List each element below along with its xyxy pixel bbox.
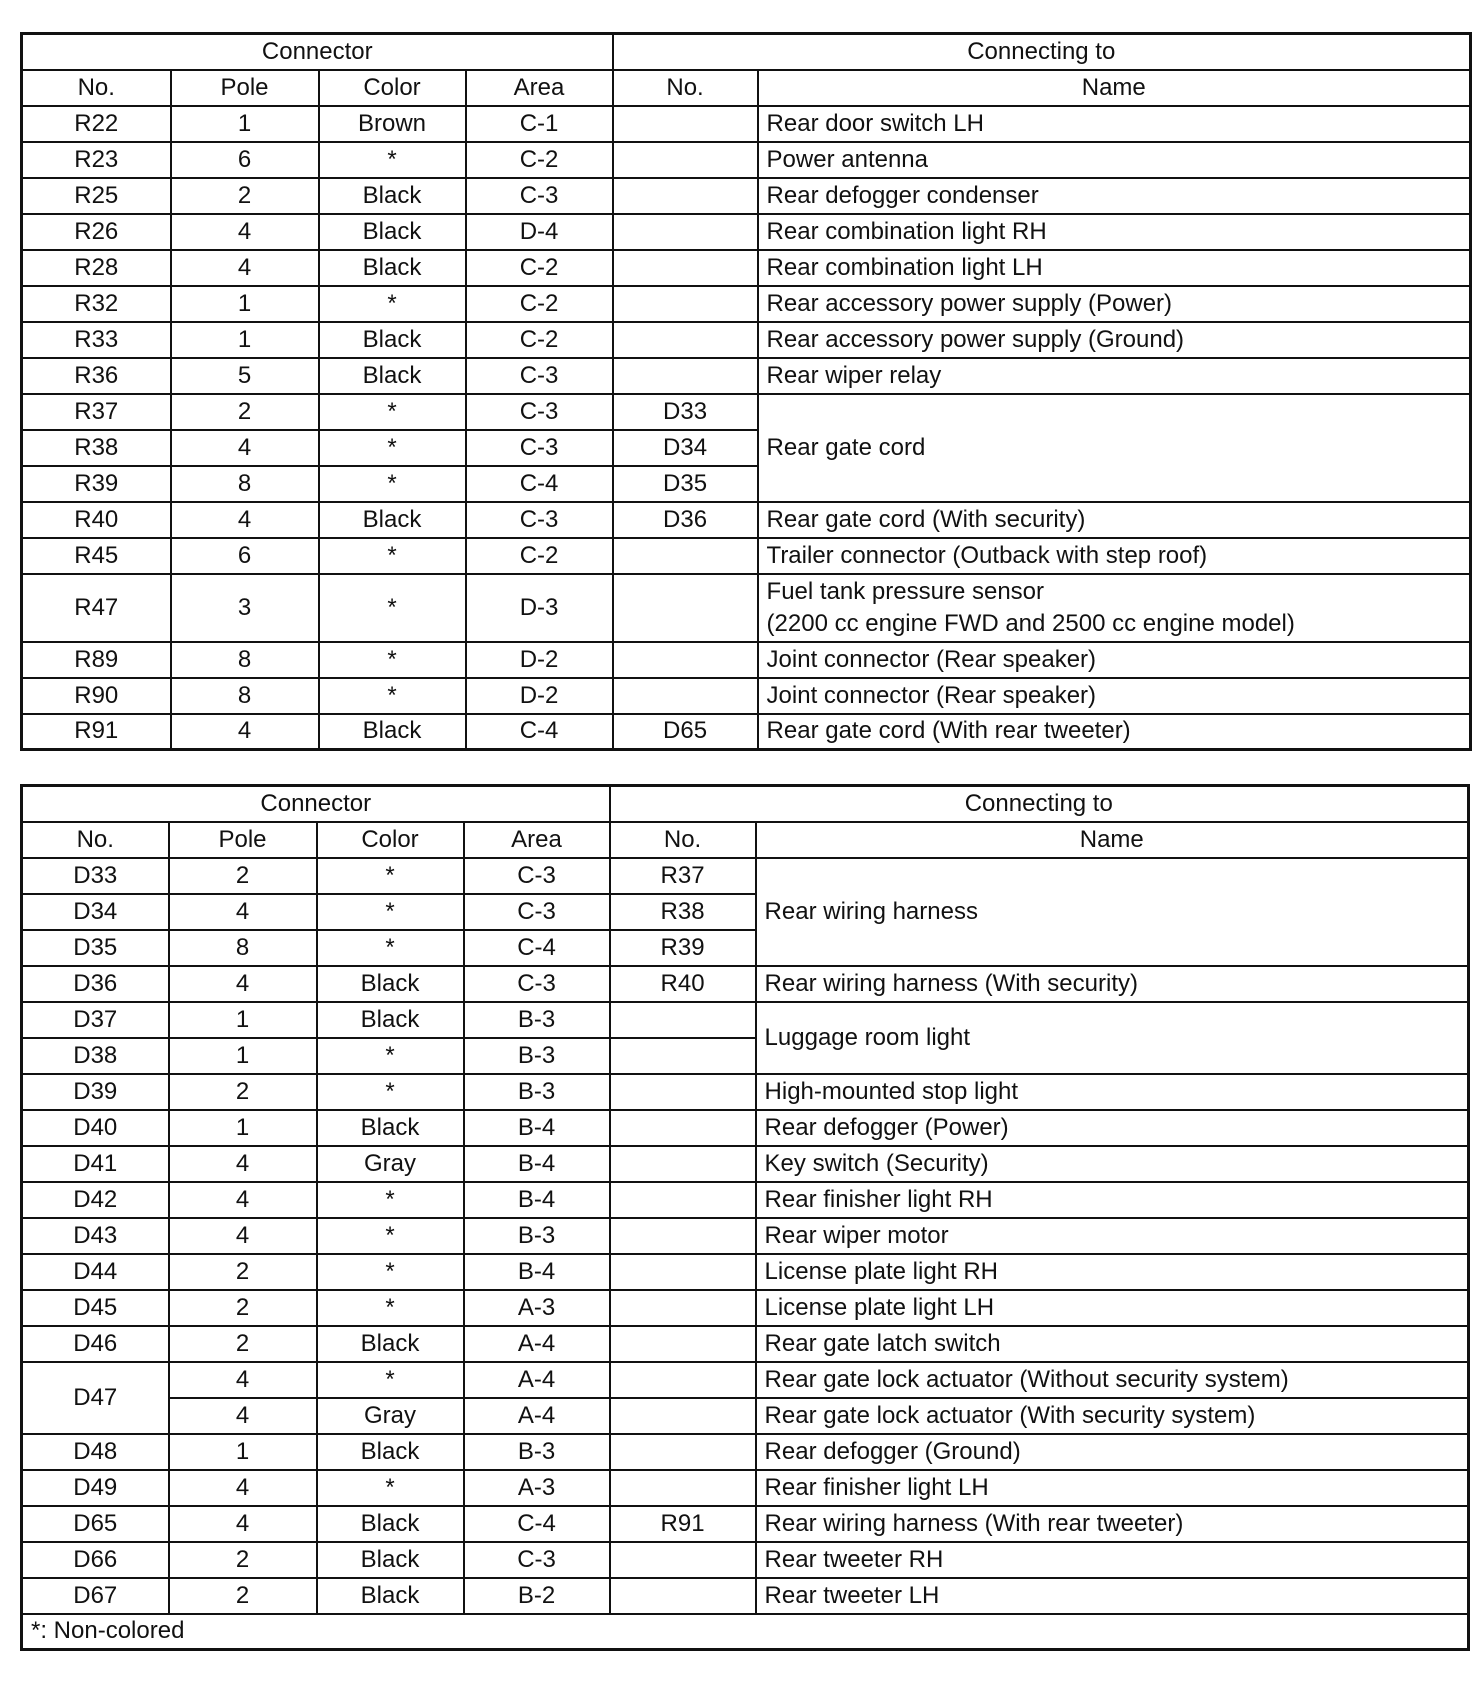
area: C-4 (464, 1506, 610, 1542)
area: B-3 (464, 1074, 610, 1110)
pole: 4 (171, 430, 319, 466)
connector-no: D49 (22, 1470, 169, 1506)
connector-no: R22 (22, 106, 171, 142)
color: * (319, 430, 466, 466)
table-column-header-row (22, 70, 1471, 106)
connector-no: R38 (22, 430, 171, 466)
column-header-area: Area (464, 822, 610, 858)
pole: 2 (171, 394, 319, 430)
area: C-2 (466, 142, 613, 178)
pole: 4 (169, 894, 317, 930)
table-row (22, 358, 1471, 394)
connecting-no (613, 538, 758, 574)
color: * (317, 1254, 464, 1290)
area: C-3 (466, 430, 613, 466)
table-row (22, 1002, 1469, 1038)
area: C-3 (466, 394, 613, 430)
table-row (22, 1218, 1469, 1254)
connector-no: D66 (22, 1542, 169, 1578)
color: Black (319, 214, 466, 250)
table-row (22, 538, 1471, 574)
area: C-3 (464, 894, 610, 930)
color: Black (319, 178, 466, 214)
connecting-no (610, 1038, 756, 1074)
connector-no: D36 (22, 966, 169, 1002)
connector-no: D41 (22, 1146, 169, 1182)
area: D-2 (466, 642, 613, 678)
connecting-no (613, 678, 758, 714)
pole: 4 (169, 1470, 317, 1506)
pole: 2 (169, 1290, 317, 1326)
connector-no: D45 (22, 1290, 169, 1326)
connector-no: R39 (22, 466, 171, 502)
color: * (319, 678, 466, 714)
pole: 6 (171, 538, 319, 574)
color: * (317, 1362, 464, 1398)
column-header-no: No. (22, 822, 169, 858)
connecting-no (610, 1254, 756, 1290)
table-row (22, 1434, 1469, 1470)
area: C-3 (464, 966, 610, 1002)
pole: 4 (169, 966, 317, 1002)
connecting-no (610, 1218, 756, 1254)
area: C-3 (466, 358, 613, 394)
table-row (22, 1578, 1469, 1614)
connecting-name: Rear wiper relay (758, 358, 1471, 394)
color: Black (319, 358, 466, 394)
area: D-2 (466, 678, 613, 714)
connecting-no (610, 1074, 756, 1110)
connecting-name: Rear tweeter RH (756, 1542, 1469, 1578)
color: * (317, 1470, 464, 1506)
color: Black (317, 1434, 464, 1470)
connector-no: R91 (22, 714, 171, 750)
table-row (22, 1506, 1469, 1542)
connecting-name: Trailer connector (Outback with step roof) (758, 538, 1471, 574)
color: Black (317, 1002, 464, 1038)
area: B-3 (464, 1434, 610, 1470)
connector-no: R89 (22, 642, 171, 678)
pole: 2 (169, 858, 317, 894)
connecting-name: Key switch (Security) (756, 1146, 1469, 1182)
table-row (22, 1398, 1469, 1434)
connecting-no (610, 1002, 756, 1038)
connecting-name: Rear wiring harness (With security) (756, 966, 1469, 1002)
table-row (22, 286, 1471, 322)
connecting-no (610, 1434, 756, 1470)
connecting-no (610, 1326, 756, 1362)
color: * (317, 1182, 464, 1218)
pole: 1 (171, 286, 319, 322)
connector-header: Connector (22, 34, 613, 70)
connecting-name: Rear gate cord (758, 394, 1471, 502)
column-header-connecting-no: No. (610, 822, 756, 858)
connecting-no: R40 (610, 966, 756, 1002)
connecting-name: Rear gate lock actuator (Without security system) (756, 1362, 1469, 1398)
area: C-1 (466, 106, 613, 142)
connecting-no (610, 1290, 756, 1326)
connecting-no: D35 (613, 466, 758, 502)
color: Black (317, 1326, 464, 1362)
footnote-row (22, 1614, 1469, 1650)
pole: 1 (169, 1110, 317, 1146)
connecting-no (613, 214, 758, 250)
pole: 1 (171, 322, 319, 358)
connecting-name-line-1: Fuel tank pressure sensor (766, 578, 1045, 606)
connecting-name: License plate light LH (756, 1290, 1469, 1326)
pole: 4 (171, 214, 319, 250)
column-header-name: Name (756, 822, 1469, 858)
table-row (22, 1074, 1469, 1110)
table-row (22, 502, 1471, 538)
connecting-no (613, 250, 758, 286)
pole: 2 (169, 1542, 317, 1578)
area: B-4 (464, 1146, 610, 1182)
table-row (22, 394, 1471, 430)
pole: 2 (169, 1074, 317, 1110)
table-row (22, 1146, 1469, 1182)
connecting-no (610, 1542, 756, 1578)
table-group-header-row (22, 786, 1469, 822)
connecting-no: D36 (613, 502, 758, 538)
connector-no: D38 (22, 1038, 169, 1074)
color: Black (317, 1110, 464, 1146)
area: D-4 (466, 214, 613, 250)
area: A-4 (464, 1398, 610, 1434)
color: * (319, 642, 466, 678)
table-row (22, 178, 1471, 214)
connector-no: D40 (22, 1110, 169, 1146)
connecting-no (610, 1110, 756, 1146)
connector-no: R36 (22, 358, 171, 394)
area: C-4 (466, 466, 613, 502)
pole: 4 (169, 1182, 317, 1218)
pole: 4 (171, 714, 319, 750)
color: * (319, 538, 466, 574)
pole: 1 (171, 106, 319, 142)
connecting-name: Rear combination light RH (758, 214, 1471, 250)
area: C-4 (466, 714, 613, 750)
color: Black (317, 966, 464, 1002)
table-row (22, 1542, 1469, 1578)
color: Black (319, 250, 466, 286)
connecting-no (613, 642, 758, 678)
connecting-no (613, 574, 758, 642)
area: B-3 (464, 1038, 610, 1074)
table-row (22, 714, 1471, 750)
table-row (22, 1290, 1469, 1326)
connecting-no: R39 (610, 930, 756, 966)
connector-no: R45 (22, 538, 171, 574)
connector-no: R28 (22, 250, 171, 286)
color: * (317, 1074, 464, 1110)
color: Gray (317, 1146, 464, 1182)
connector-no: R33 (22, 322, 171, 358)
pole: 4 (169, 1506, 317, 1542)
table-row (22, 1470, 1469, 1506)
connector-no: D46 (22, 1326, 169, 1362)
area: C-2 (466, 250, 613, 286)
area: C-2 (466, 538, 613, 574)
column-header-color: Color (319, 70, 466, 106)
connecting-no (613, 178, 758, 214)
connecting-name: Power antenna (758, 142, 1471, 178)
table-row (22, 322, 1471, 358)
connecting-to-header: Connecting to (613, 34, 1471, 70)
connecting-name: Rear door switch LH (758, 106, 1471, 142)
table-row (22, 1110, 1469, 1146)
color: Black (319, 502, 466, 538)
connecting-no (610, 1182, 756, 1218)
connecting-no: R37 (610, 858, 756, 894)
connector-no: R23 (22, 142, 171, 178)
connector-no: R90 (22, 678, 171, 714)
pole: 4 (169, 1362, 317, 1398)
table-column-header-row (22, 822, 1469, 858)
table-row (22, 1362, 1469, 1398)
area: A-4 (464, 1362, 610, 1398)
color: Black (317, 1506, 464, 1542)
area: A-4 (464, 1326, 610, 1362)
connector-no: D37 (22, 1002, 169, 1038)
pole: 4 (169, 1146, 317, 1182)
color: * (319, 142, 466, 178)
area: C-3 (464, 858, 610, 894)
connecting-name: Joint connector (Rear speaker) (758, 642, 1471, 678)
color: Gray (317, 1398, 464, 1434)
connecting-no: D34 (613, 430, 758, 466)
area: B-4 (464, 1254, 610, 1290)
pole: 1 (169, 1434, 317, 1470)
color: Black (319, 714, 466, 750)
connector-no: D33 (22, 858, 169, 894)
column-header-area: Area (466, 70, 613, 106)
table-group-header-row (22, 34, 1471, 70)
connecting-name: Rear accessory power supply (Ground) (758, 322, 1471, 358)
connecting-name: High-mounted stop light (756, 1074, 1469, 1110)
pole: 1 (169, 1038, 317, 1074)
table-row (22, 966, 1469, 1002)
pole: 2 (171, 178, 319, 214)
color: Black (317, 1542, 464, 1578)
area: C-3 (464, 1542, 610, 1578)
table-row (22, 574, 1471, 642)
connecting-to-header: Connecting to (610, 786, 1469, 822)
pole: 5 (171, 358, 319, 394)
connecting-name: Rear defogger condenser (758, 178, 1471, 214)
connector-table-r (20, 32, 1472, 751)
table-row (22, 642, 1471, 678)
connecting-name (758, 574, 1471, 642)
connecting-no (610, 1362, 756, 1398)
connecting-name: Rear gate latch switch (756, 1326, 1469, 1362)
connecting-no (613, 322, 758, 358)
pole: 8 (171, 466, 319, 502)
area: C-3 (466, 502, 613, 538)
area: A-3 (464, 1470, 610, 1506)
connecting-no (610, 1470, 756, 1506)
connector-no: R32 (22, 286, 171, 322)
area: A-3 (464, 1290, 610, 1326)
pole: 8 (171, 642, 319, 678)
connector-no: D43 (22, 1218, 169, 1254)
color: * (317, 930, 464, 966)
connecting-no: R38 (610, 894, 756, 930)
connector-no: D44 (22, 1254, 169, 1290)
connecting-no (613, 142, 758, 178)
connecting-no (610, 1398, 756, 1434)
connecting-name: Rear gate lock actuator (With security system) (756, 1398, 1469, 1434)
connecting-name: Rear wiper motor (756, 1218, 1469, 1254)
connecting-name: Rear defogger (Ground) (756, 1434, 1469, 1470)
connecting-no (613, 286, 758, 322)
table-row (22, 1326, 1469, 1362)
column-header-connecting-no: No. (613, 70, 758, 106)
color: * (317, 1218, 464, 1254)
connector-no: R40 (22, 502, 171, 538)
color: * (319, 466, 466, 502)
pole: 8 (169, 930, 317, 966)
area: C-2 (466, 286, 613, 322)
pole: 8 (171, 678, 319, 714)
color: * (319, 394, 466, 430)
connecting-no (613, 106, 758, 142)
connecting-no: R91 (610, 1506, 756, 1542)
connecting-name: Rear wiring harness (756, 858, 1469, 966)
connecting-no: D33 (613, 394, 758, 430)
connector-no: D48 (22, 1434, 169, 1470)
area: D-3 (466, 574, 613, 642)
pole: 2 (169, 1326, 317, 1362)
table-row (22, 858, 1469, 894)
connecting-name-line-2: (2200 cc engine FWD and 2500 cc engine model) (766, 609, 1295, 637)
connector-no: D34 (22, 894, 169, 930)
connector-table-d (20, 784, 1470, 1651)
color: * (317, 858, 464, 894)
pole: 3 (171, 574, 319, 642)
color: * (317, 1038, 464, 1074)
connecting-name: Rear combination light LH (758, 250, 1471, 286)
color: * (317, 1290, 464, 1326)
connector-no: D47 (22, 1362, 169, 1434)
area: C-3 (466, 178, 613, 214)
connector-no: R37 (22, 394, 171, 430)
pole: 4 (169, 1398, 317, 1434)
pole: 2 (169, 1578, 317, 1614)
pole: 2 (169, 1254, 317, 1290)
connecting-name: Rear wiring harness (With rear tweeter) (756, 1506, 1469, 1542)
connector-no: R26 (22, 214, 171, 250)
connector-header: Connector (22, 786, 610, 822)
connecting-name: Rear tweeter LH (756, 1578, 1469, 1614)
connector-no: R25 (22, 178, 171, 214)
connecting-name: Rear gate cord (With security) (758, 502, 1471, 538)
connecting-no (610, 1146, 756, 1182)
table-row (22, 678, 1471, 714)
column-header-color: Color (317, 822, 464, 858)
column-header-no: No. (22, 70, 171, 106)
connecting-no: D65 (613, 714, 758, 750)
connecting-name: Rear finisher light RH (756, 1182, 1469, 1218)
connecting-no (610, 1578, 756, 1614)
pole: 4 (169, 1218, 317, 1254)
area: B-3 (464, 1002, 610, 1038)
color: * (319, 286, 466, 322)
connecting-no (613, 358, 758, 394)
connector-no: D65 (22, 1506, 169, 1542)
pole: 4 (171, 502, 319, 538)
table-row (22, 1182, 1469, 1218)
pole: 4 (171, 250, 319, 286)
connecting-name: Rear gate cord (With rear tweeter) (758, 714, 1471, 750)
connecting-name: License plate light RH (756, 1254, 1469, 1290)
color: Black (319, 322, 466, 358)
area: B-3 (464, 1218, 610, 1254)
color: * (319, 574, 466, 642)
connecting-name: Joint connector (Rear speaker) (758, 678, 1471, 714)
color: Black (317, 1578, 464, 1614)
connecting-name: Luggage room light (756, 1002, 1469, 1074)
connecting-name: Rear finisher light LH (756, 1470, 1469, 1506)
connector-no: D39 (22, 1074, 169, 1110)
table-row (22, 106, 1471, 142)
connector-no: D67 (22, 1578, 169, 1614)
connecting-name: Rear defogger (Power) (756, 1110, 1469, 1146)
column-header-pole: Pole (169, 822, 317, 858)
connector-no: D35 (22, 930, 169, 966)
footnote: *: Non-colored (22, 1614, 1469, 1650)
color: * (317, 894, 464, 930)
table-row (22, 1254, 1469, 1290)
table-row (22, 250, 1471, 286)
pole: 1 (169, 1002, 317, 1038)
pole: 6 (171, 142, 319, 178)
connecting-name: Rear accessory power supply (Power) (758, 286, 1471, 322)
area: B-4 (464, 1182, 610, 1218)
area: C-4 (464, 930, 610, 966)
column-header-pole: Pole (171, 70, 319, 106)
connector-no: D42 (22, 1182, 169, 1218)
table-row (22, 142, 1471, 178)
area: B-4 (464, 1110, 610, 1146)
area: C-2 (466, 322, 613, 358)
column-header-name: Name (758, 70, 1471, 106)
area: B-2 (464, 1578, 610, 1614)
color: Brown (319, 106, 466, 142)
connector-no: R47 (22, 574, 171, 642)
table-row (22, 214, 1471, 250)
